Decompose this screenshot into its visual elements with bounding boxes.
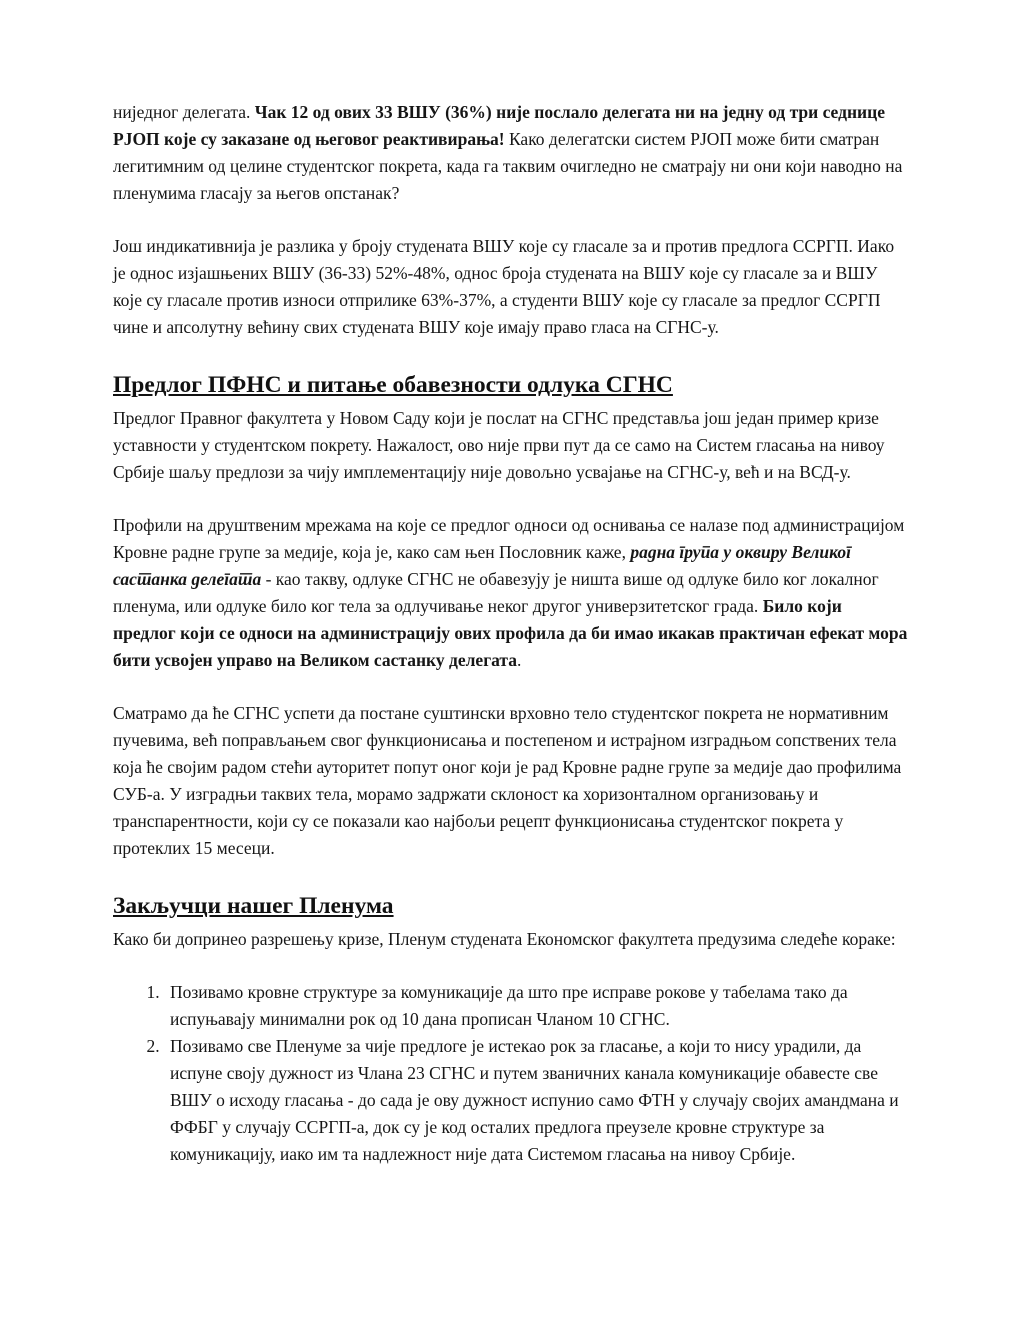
conclusions-list-item-1: 1. Позивамо кровне структуре за комуникације да што пре исправе рокове у табелама тако да испуњавају минимални рок од 10 дана прописан Чланом 10 СГНС. [164,979,908,1033]
heading-plenum-conclusions: Закључци нашег Пленума [113,893,394,919]
paragraph-conclusions-intro: Како би допринео разрешењу кризе, Пленум студената Економског факултета предузима следеће кораке: [113,929,896,949]
paragraph-vote-ratio: Још индикативнија је разлика у броју студената ВШУ које су гласале за и против предлога ССРГП. Иако је однос изјашњених ВШУ (36-33) 52%-48%, однос броја студената на ВШУ које су гласале за и ВШУ које су гласале против износи отприлике 63%-37%, а студенти ВШУ које су гласале за предлог ССРГП чине и апсолутну већину свих студената ВШУ које имају право гласа на СГНС-у. [113,236,895,337]
text-run: ниједног делегата. [113,102,255,122]
text-run: Како делегатски систем РЈОП може бити сматран легитимним од целине студентског покрета, када га таквим очигледно не сматрају ни они који наводно на пленумима гласају за његов опстанак? [113,129,903,203]
conclusions-list-item-2: 2. Позивамо све Пленуме за чије предлоге је истекао рок за гласање, а који то нису урадили, да испуне своју дужност из Члана 23 СГНС и путем званичних канала комуникације обавесте све ВШУ о исходу гласања - до сада је ову дужност испунио само ФТН у случају својих амандмана и ФФБГ у случају ССРГП-а, док су је код осталих предлога преузеле кровне структуре за комуникацију, иако им та надлежност није дата Системом гласања на нивоу Србије. [164,1033,908,1168]
paragraph-delegates [113,99,908,207]
paragraph-social-profiles [113,512,908,674]
conclusions-list [113,979,908,1168]
text-run: Чак 12 од ових 33 ВШУ (36%) није послало делегата ни на једну од три седнице РЈОП које су заказане од његовог реактивирања! [113,102,885,149]
text-run: . [517,650,522,670]
text-run: - као такву, одлуке СГНС не обавезују је ништа више од одлуке било ког локалног пленума, или одлуке било ког тела за одлучивање неког другог универзитетског града. [113,569,879,616]
text-run: радна група у оквиру Великог састанка делегата [113,542,851,589]
heading-pfns-proposal: Предлог ПФНС и питање обавезности одлука СГНС [113,372,673,398]
text-run: Профили на друштвеним мрежама на које се предлог односи од оснивања се налазе под администрацијом Кровне радне групе за медије, која је, како сам њен Пословник каже, [113,515,905,562]
paragraph-pfns-intro: Предлог Правног факултета у Новом Саду који је послат на СГНС представља још један пример кризе уставности у студентском покрету. Нажалост, ово није први пут да се само на Систем гласања на нивоу Србије шаљу предлози за чију имплементацију није довољно усвајање на СГНС-у, већ и на ВСД-у. [113,408,885,482]
text-run: Било који предлог који се односи на администрацију ових профила да би имао икакав практичан ефекат мора бити усвојен управо на Великом састанку делегата [113,596,908,670]
paragraph-sgns-future: Сматрамо да ће СГНС успети да постане суштински врховно тело студентског покрета не нормативним пучевима, већ поправљањем свог функционисања и постепеном и истрајном изградњом сопствених тела која ће својим радом стећи ауторитет попут оног који је рад Кровне радне групе за медије дао профилима СУБ-а. У изградњи таквих тела, морамо задржати склоност ка хоризонталном организовању и транспарентности, који су се показали као најбољи рецепт функционисања студентског покрета у протеклих 15 месеци. [113,703,902,858]
